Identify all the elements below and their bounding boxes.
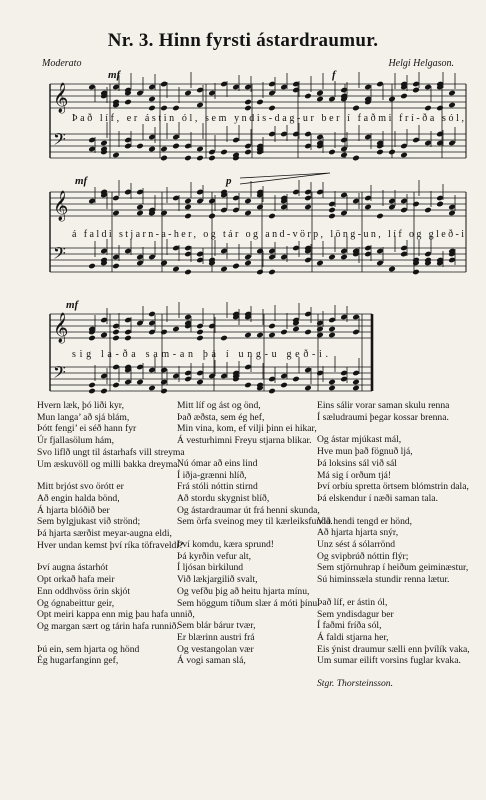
poem-line: Og ógnabeittur geir, xyxy=(37,597,115,609)
note-head xyxy=(448,90,456,97)
note-head xyxy=(148,105,156,112)
poem-line: Og ástardraumar út frá henni skunda, xyxy=(177,504,320,516)
poem-line: Að engin halda bönd, xyxy=(37,492,120,504)
lyrics-line-3: sig la-ða sam-an þá í ung-u geð-i. xyxy=(72,349,328,360)
poet-signature: Stgr. Thorsteinsson. xyxy=(317,678,393,690)
note-head xyxy=(400,93,408,100)
poem-line: Nú ómar að eins lind xyxy=(177,457,258,469)
poem-line: Því orbíu spretta örtsem blómstrin dala, xyxy=(317,481,469,493)
note-head xyxy=(160,388,168,395)
stanza xyxy=(317,516,470,586)
stanza xyxy=(177,620,333,667)
poem-line: Og margan sært og tárin hafa runnið. xyxy=(37,620,179,632)
dynamic-mark: f xyxy=(332,69,336,81)
poem-line: Þótt fengi’ ei séð hann fyr xyxy=(37,423,137,435)
note-head xyxy=(244,382,252,389)
poem-line: Mitt brjóst svo örótt er xyxy=(37,481,124,493)
note-head xyxy=(304,93,312,100)
treble-clef-icon: 𝄞 xyxy=(53,191,69,221)
note-head xyxy=(400,152,408,159)
poem-line: Því komdu, kæra sprund! xyxy=(177,539,275,551)
poem-line: Þú ein, sem hjarta og hönd xyxy=(37,643,140,655)
tempo-marking: Moderato xyxy=(42,58,82,69)
poem-line: Enn oddhvöss örin skjót xyxy=(37,585,131,597)
dynamic-mark: mf xyxy=(108,69,121,81)
poem-line: Mun langa’ að sjá blám, xyxy=(37,411,130,423)
stanza xyxy=(317,400,470,423)
note-head xyxy=(184,269,192,276)
note-head xyxy=(136,143,144,150)
note-head xyxy=(376,149,384,156)
bass-clef-icon: 𝄢 xyxy=(53,129,66,153)
note-head xyxy=(196,379,204,386)
decrescendo-hairpin xyxy=(240,173,330,184)
note-head xyxy=(88,263,96,270)
poem-line: Þá kyrðin vefur alt, xyxy=(177,550,252,562)
note-head xyxy=(388,96,396,103)
stanza xyxy=(317,597,470,667)
note-head xyxy=(184,204,192,211)
poem-line: Svo liflð ungt til ástarhafs vill streyma xyxy=(37,446,185,458)
poem-line: Hvern læk, þó liði kyr, xyxy=(37,400,125,411)
note-head xyxy=(100,388,108,395)
note-head xyxy=(112,329,120,336)
poem-line: Að stordu skygnist blíð, xyxy=(177,492,270,504)
note-head xyxy=(328,207,336,214)
lyrics-line-1: Það líf, er ástin ól, sem yndis-dag-ur ber í faðmi frí-ða sól, xyxy=(72,113,465,124)
poem-line: Og vefðu þig að heitu hjarta mínu, xyxy=(177,585,310,597)
stanza xyxy=(37,562,195,632)
note-head xyxy=(184,90,192,97)
note-head xyxy=(160,155,168,162)
note-head xyxy=(316,260,324,267)
poem-line: Þá loksins sál við sál xyxy=(317,457,397,469)
note-head xyxy=(328,385,336,392)
note-head xyxy=(256,99,264,106)
note-head xyxy=(160,146,168,153)
dynamic-mark: mf xyxy=(66,299,79,311)
poem-line: Í sæludraumi þegar kossar brenna. xyxy=(317,411,449,423)
poem-line: Þá hjarta særðist meyar-augna eldi, xyxy=(37,528,172,540)
poem-line: Þá elskendur í næði saman tala. xyxy=(317,492,438,504)
note-head xyxy=(268,269,276,276)
note-head xyxy=(148,96,156,103)
poem-line: Úr fjallasölum hám, xyxy=(37,435,114,447)
poem-line: Því augna ástarhót xyxy=(37,562,108,574)
note-head xyxy=(316,96,324,103)
note-head xyxy=(184,155,192,162)
poem-line: Hve mun það fögnuð ljá, xyxy=(317,446,413,458)
note-head xyxy=(136,210,144,217)
poem-line: Það líf, er ástin ól, xyxy=(317,596,388,608)
note-head xyxy=(424,105,432,112)
note-head xyxy=(256,332,264,339)
note-head xyxy=(328,326,336,333)
note-head xyxy=(352,385,360,392)
note-head xyxy=(256,204,264,211)
note-head xyxy=(352,105,360,112)
poem-line: Sem höggum tíðum slær á móti þínu. xyxy=(177,597,320,609)
dynamic-mark: p xyxy=(226,175,232,187)
note-head xyxy=(388,266,396,273)
note-head xyxy=(112,210,120,217)
note-head xyxy=(184,198,192,205)
poem-line: Eis ýnist draumur sælli enn þvílík vaka, xyxy=(317,643,470,655)
lyrics-line-2: á faldi stjarn-a-her, og tár og and-vörp, löng-un, líf og gleð-i xyxy=(72,229,465,240)
poem-line: Og ástar mjúkast mál, xyxy=(317,434,402,446)
note-head xyxy=(352,379,360,386)
note-head xyxy=(376,213,384,220)
note-head xyxy=(316,90,324,97)
note-head xyxy=(244,198,252,205)
note-head xyxy=(304,204,312,211)
note-head xyxy=(328,213,336,220)
note-head xyxy=(88,382,96,389)
note-head xyxy=(100,140,108,147)
note-head xyxy=(196,335,204,342)
note-head xyxy=(304,385,312,392)
note-head xyxy=(172,266,180,273)
note-head xyxy=(148,385,156,392)
stanza xyxy=(37,644,195,667)
note-head xyxy=(448,102,456,109)
poem-line: Er blærinn austri frá xyxy=(177,631,255,643)
note-head xyxy=(196,102,204,109)
note-head xyxy=(292,376,300,383)
treble-clef-icon: 𝄞 xyxy=(53,313,69,343)
note-head xyxy=(328,379,336,386)
note-head xyxy=(220,149,228,156)
note-head xyxy=(244,105,252,112)
note-head xyxy=(340,152,348,159)
note-head xyxy=(412,201,420,208)
stanza xyxy=(37,400,195,470)
note-head xyxy=(244,210,252,217)
poem-line: Á vogi saman slá, xyxy=(177,655,246,667)
poem-line: Ég hugarfanginn gef, xyxy=(37,655,119,667)
poem-line: Það æðsta, sem ég hef, xyxy=(177,411,265,423)
note-head xyxy=(208,155,216,162)
note-head xyxy=(268,332,276,339)
poem-line: Á faldi stjarna her, xyxy=(317,631,389,643)
poem-line: Opt meiri kappa enn mig þau hafa unnið, xyxy=(37,609,195,621)
note-head xyxy=(196,155,204,162)
note-head xyxy=(112,335,120,342)
note-head xyxy=(160,105,168,112)
poem-line: Á vesturhimni Freyu stjarna blikar. xyxy=(177,435,312,447)
note-head xyxy=(328,149,336,156)
note-head xyxy=(388,149,396,156)
poem-line: Og vestangolan vær xyxy=(177,643,254,655)
poem-column-2 xyxy=(177,400,333,678)
poem-line: Og svipbrúð nóttin flýr; xyxy=(317,550,409,562)
poem-line: Má sig í orðum tjá! xyxy=(317,469,392,481)
dynamic-mark: mf xyxy=(75,175,88,187)
note-head xyxy=(160,329,168,336)
note-head xyxy=(112,263,120,270)
note-head xyxy=(148,146,156,153)
composer-name: Helgi Helgason. xyxy=(388,58,454,69)
stanza xyxy=(37,481,195,551)
poem-line: Að hjarta hjarta snýr, xyxy=(317,527,399,539)
poem-line: Hver undan kemst því ríka töfraveldi? xyxy=(37,539,184,551)
poem-column-3 xyxy=(317,400,470,690)
song-title: Nr. 3. Hinn fyrsti ástardraumur. xyxy=(107,30,379,51)
stanza xyxy=(177,539,333,609)
note-head xyxy=(328,254,336,261)
note-head xyxy=(268,323,276,330)
note-head xyxy=(436,105,444,112)
poem-line: Við lækjargilið svalt, xyxy=(177,574,258,586)
note-head xyxy=(244,260,252,267)
note-head xyxy=(316,332,324,339)
poem-line: Frá stóli nóttin stirnd xyxy=(177,481,258,493)
note-head xyxy=(244,99,252,106)
note-head xyxy=(412,269,420,276)
note-head xyxy=(364,204,372,211)
note-head xyxy=(256,269,264,276)
poem-line: Sem stjörnuhrap í heiðum geiminæstur, xyxy=(317,562,469,574)
note-head xyxy=(304,329,312,336)
note-head xyxy=(184,213,192,220)
treble-clef-icon: 𝄞 xyxy=(53,83,69,113)
bass-clef-icon: 𝄢 xyxy=(53,362,66,386)
note-head xyxy=(196,329,204,336)
poem-line: Unz sést á sólarrönd xyxy=(317,539,396,551)
note-head xyxy=(124,99,132,106)
note-head xyxy=(160,210,168,217)
note-head xyxy=(280,329,288,336)
note-head xyxy=(424,207,432,214)
poem-line: Í iðja-grænni hlíð, xyxy=(177,469,247,481)
poem-line: Um æskuvöll og milli bakka dreyma. xyxy=(37,458,180,470)
note-head xyxy=(352,155,360,162)
poem-line: Á hjarta blóðið ber xyxy=(37,504,110,516)
poem-line: Í faðmi fríða sól, xyxy=(317,620,382,632)
note-head xyxy=(292,326,300,333)
note-head xyxy=(88,388,96,395)
note-head xyxy=(100,332,108,339)
note-head xyxy=(172,143,180,150)
poem-line: Min vina, kom, ef vilji þinn ei hikar, xyxy=(177,423,317,435)
note-head xyxy=(124,335,132,342)
poem-line: Sem bylgjukast við strönd; xyxy=(37,516,141,528)
poem-line: Sú himinssæla stundir renna lætur. xyxy=(317,574,450,586)
note-head xyxy=(328,332,336,339)
poem-line: Í ljósan birkilund xyxy=(177,562,244,574)
note-head xyxy=(232,263,240,270)
note-head xyxy=(268,388,276,395)
poem-line: Sem yndisdagur ber xyxy=(317,608,394,620)
note-head xyxy=(220,335,228,342)
note-head xyxy=(244,332,252,339)
bass-clef-icon: 𝄢 xyxy=(53,243,66,267)
note-head xyxy=(436,201,444,208)
clefs xyxy=(53,82,68,386)
note-head xyxy=(136,379,144,386)
note-head xyxy=(340,254,348,261)
poem-line: Við hendi tengd er hönd, xyxy=(317,515,413,527)
note-head xyxy=(196,146,204,153)
poem-line: Opt orkað hafa meir xyxy=(37,574,115,586)
poem-column-1 xyxy=(37,400,195,678)
poem-line: Sem örfa sveinog mey til kærleiksfunda. xyxy=(177,516,333,528)
note-head xyxy=(172,105,180,112)
poem-line: Um sumar eilift vorsins fuglar kvaka. xyxy=(317,655,461,667)
note-head xyxy=(136,204,144,211)
note-head xyxy=(244,149,252,156)
poem-line: Sem blár bárur tvær, xyxy=(177,620,256,632)
stanza xyxy=(177,400,333,447)
note-head xyxy=(112,382,120,389)
poem-line: Eins sálir vorar saman skulu renna xyxy=(317,400,450,411)
stanza xyxy=(317,434,470,504)
note-head xyxy=(268,213,276,220)
note-head xyxy=(88,335,96,342)
note-head xyxy=(208,213,216,220)
note-head xyxy=(172,326,180,333)
poem-line: Mitt líf og ást og önd, xyxy=(177,400,261,411)
stanza xyxy=(177,458,333,528)
note-head xyxy=(160,260,168,267)
note-head xyxy=(220,266,228,273)
note-head xyxy=(268,105,276,112)
note-head xyxy=(280,382,288,389)
note-head xyxy=(112,152,120,159)
